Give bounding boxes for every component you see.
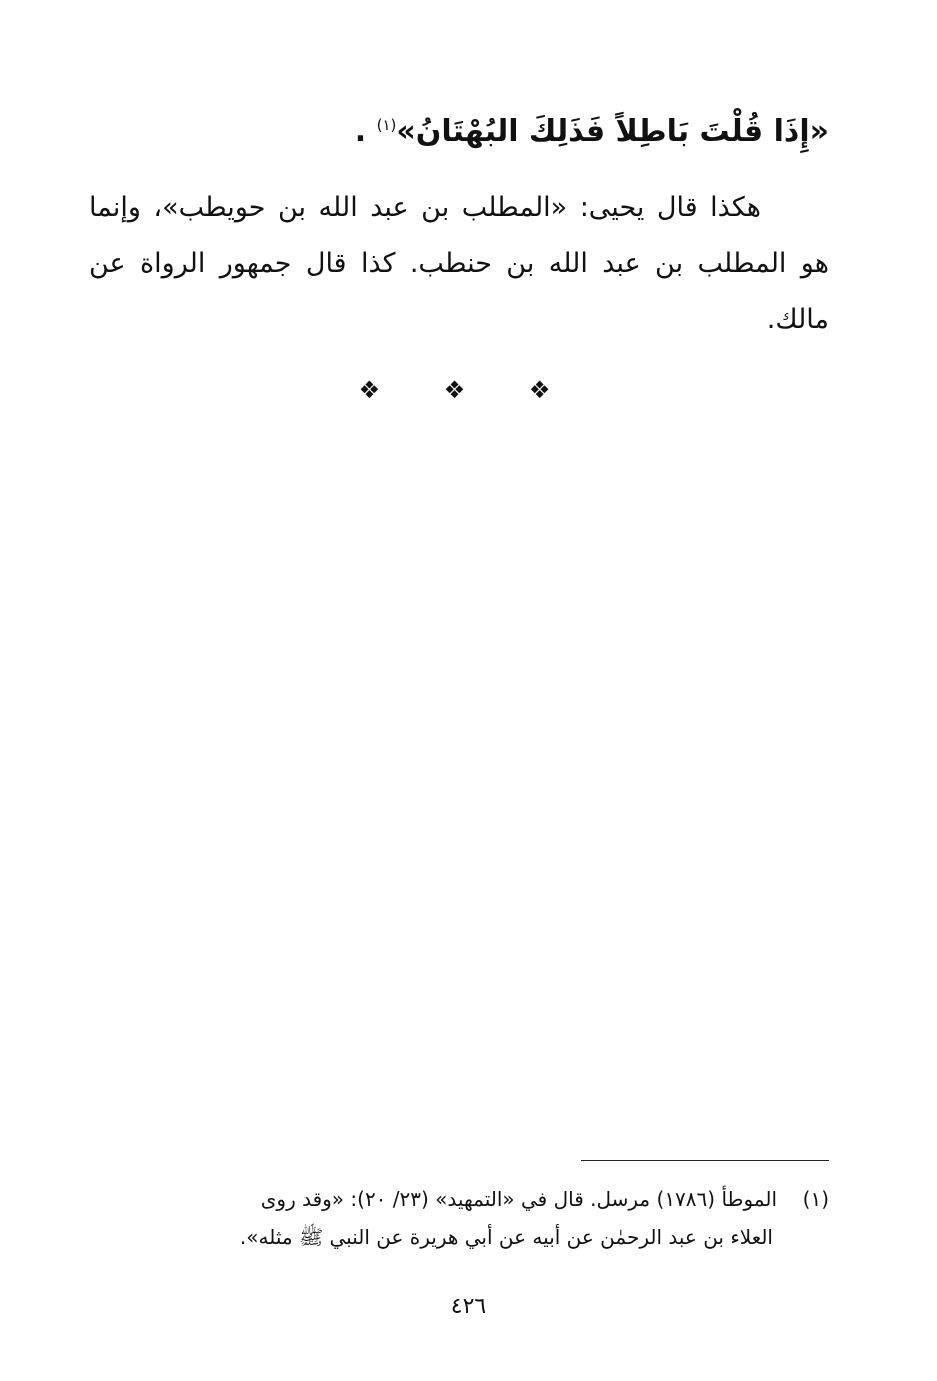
footnote-text-line-2: العلاء بن عبد الرحمٰن عن أبيه عن أبي هريرة عن النبي ﷺ مثله». — [239, 1225, 773, 1249]
footnote-1 — [89, 1180, 829, 1256]
footnote-number: (١) — [802, 1187, 829, 1211]
footnote-reference-1: (١) — [376, 116, 397, 134]
verse-quote-line — [109, 108, 829, 156]
body-paragraph — [89, 180, 829, 348]
page-number: ٤٢٦ — [450, 1294, 487, 1319]
verse-end-mark: . — [354, 114, 367, 149]
verse-quote-text: «إِذَا قُلْتَ بَاطِلاً فَذَلِكَ البُهْتَانُ» — [396, 114, 829, 149]
footnote-text-line-1: الموطأ (١٧٨٦) مرسل. قال في «التمهيد» (٢٣/ ٢٠): «وقد روى — [260, 1187, 777, 1211]
four-diamond-ornament-icon: ❖ ❖ ❖ — [358, 376, 579, 404]
section-separator — [0, 376, 937, 404]
footnote-divider — [581, 1160, 829, 1161]
body-paragraph-text: هكذا قال يحيى: «المطلب بن عبد الله بن حويطب»، وإنما هو المطلب بن عبد الله بن حنطب. كذا قال جمهور الرواة عن مالك. — [89, 192, 829, 335]
